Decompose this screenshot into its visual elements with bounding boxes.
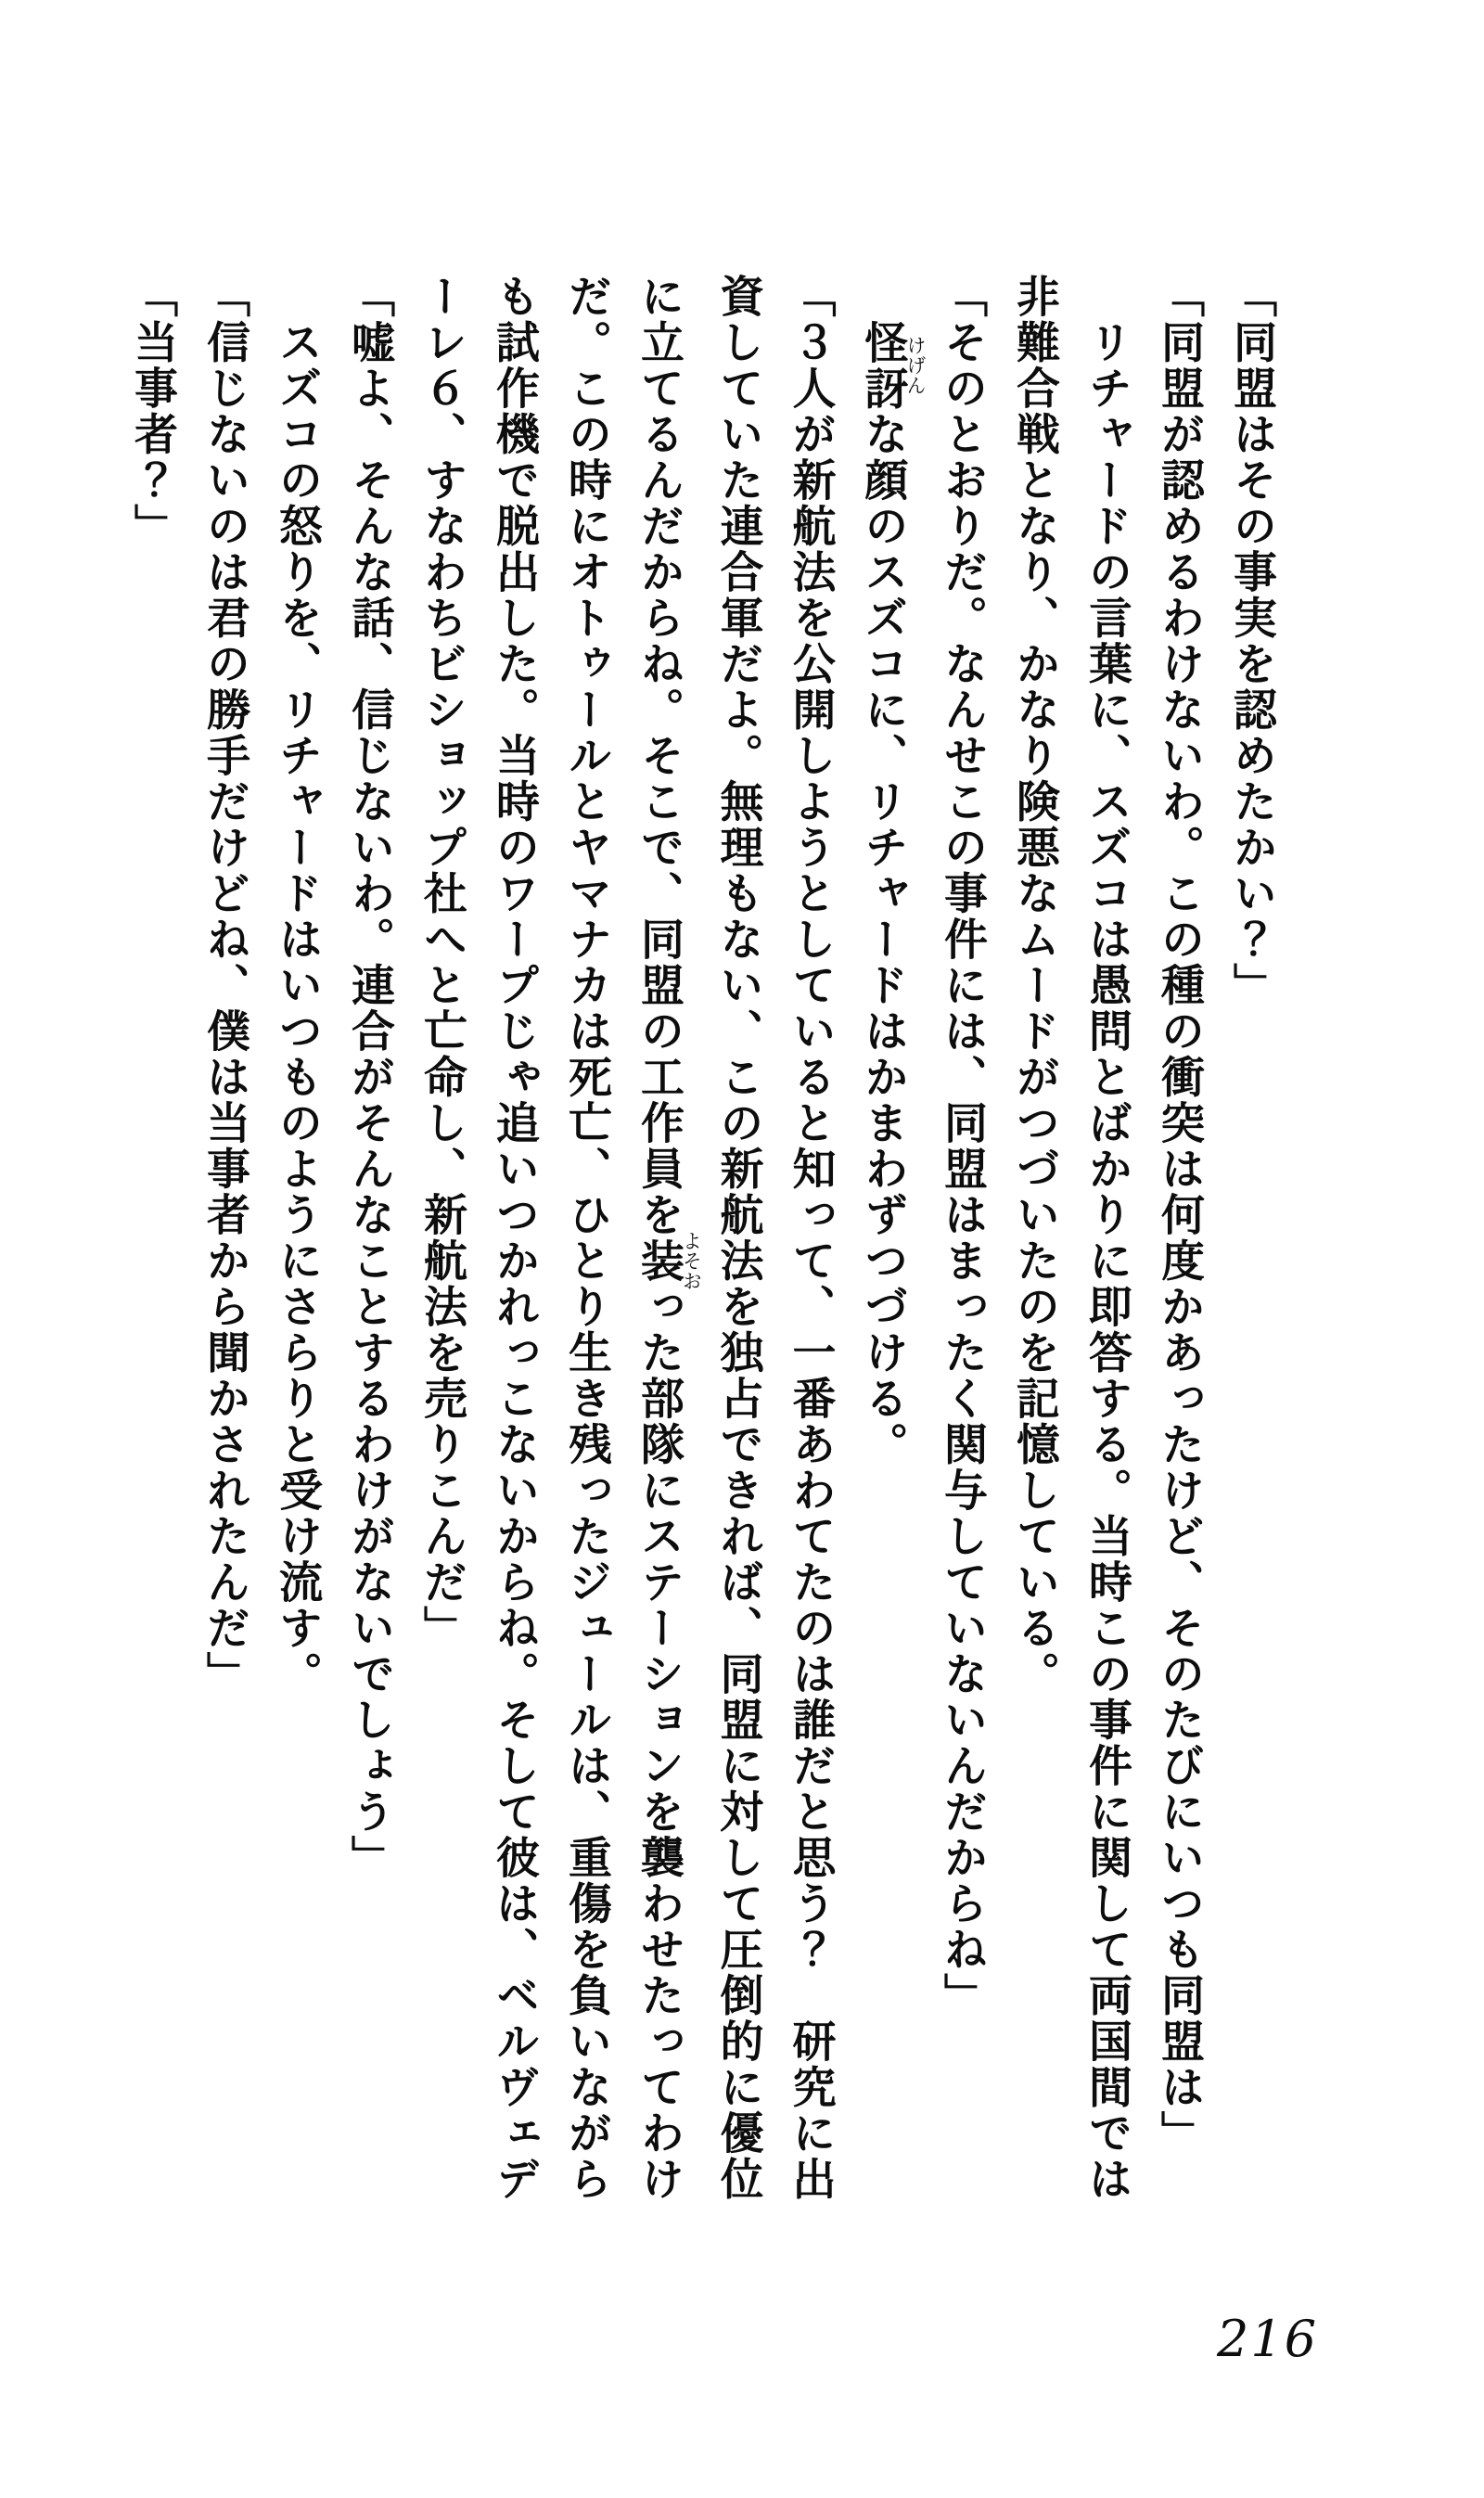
text-column: も試作機で脱出した。当時のワープじゃ追いつかれっこないからね。そして彼は、ベルヴェデ bbox=[489, 274, 540, 2202]
text-column: 「当事者？」 bbox=[127, 274, 178, 549]
text-column: 資していた連合軍だよ。無理もない、この新航法を独占できれば、同盟に対して圧倒的に優位 bbox=[712, 274, 764, 2202]
text-column: 「そのとおりだ。なんせこの事件には、同盟はまったく関与していないんだからね」 bbox=[937, 274, 988, 2018]
text-column: 「同盟が認めるわけないわ。この種の衝突は何度かあったけど、そのたびにいつも同盟は」 bbox=[1154, 274, 1205, 2157]
text-column: スズコの怒りを、リチャードはいつものようにさらりと受け流す。 bbox=[272, 274, 323, 1697]
furigana-annotated-word: 装よそお bbox=[633, 1231, 703, 1291]
text-column: 「信じないのは君の勝手だけどね、僕は当事者から聞かされたんだ」 bbox=[199, 274, 250, 1697]
text-column: だ。この時にオトゥールとヤマナカは死亡、ひとり生き残ったジュールは、重傷を負いながら bbox=[561, 274, 612, 2202]
page-number: 216 bbox=[1217, 2310, 1319, 2368]
text-column: 「３人が新航法を公開しようとしていると知って、一番あわてたのは誰だと思う？ 研究に出 bbox=[785, 274, 837, 2202]
text-column: ーレ６、すなわちビショップ社へと亡命し、新航法を売りこんだ」 bbox=[416, 274, 467, 1651]
text-column: リチャードの言葉に、スズコは愚問とばかりに即答する。当時この事件に関して両国間では bbox=[1081, 274, 1132, 2202]
text-column: 非難合戦となり、かなり険悪なムードがつづいたのを記憶している。 bbox=[1009, 274, 1060, 1697]
text-column: 「嘘よ、そんな話、信じないわ。連合がそんなことするわけがないでしょう」 bbox=[344, 274, 395, 1881]
text-column: 「同盟はその事実を認めたかい？」 bbox=[1226, 274, 1277, 1008]
text-column: 怪訝けげんな顔のスズコに、リチャードはかまわずつづける。 bbox=[857, 319, 927, 1467]
text-block bbox=[116, 274, 1287, 2205]
text-column: に立てるんだからね。そこで、同盟の工作員を装よそおった部隊にステーションを襲わせたってわけ bbox=[633, 274, 703, 2202]
furigana-annotated-word: 怪訝けげん bbox=[857, 319, 927, 412]
